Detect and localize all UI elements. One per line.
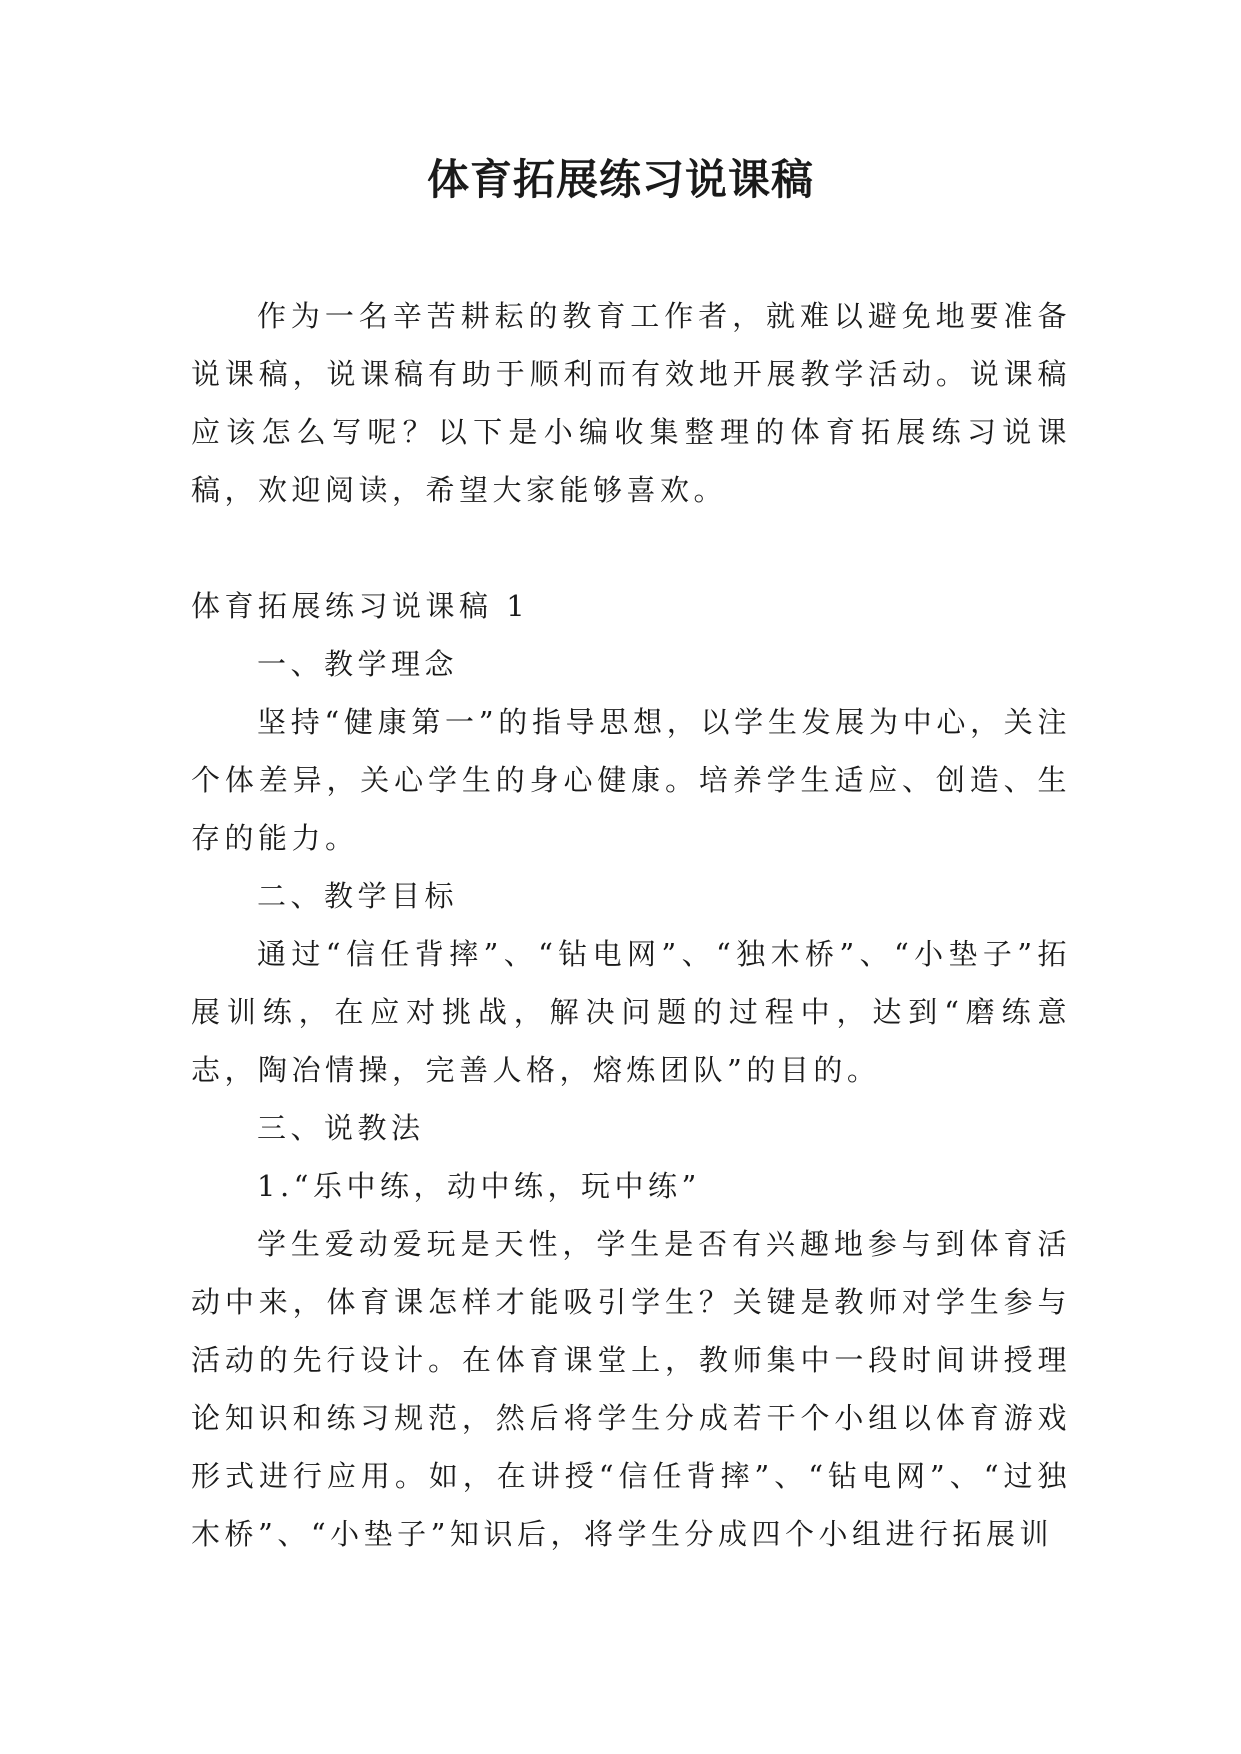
subheading-teaching-philosophy: 一、教学理念 <box>257 647 459 681</box>
section-heading-1: 体育拓展练习说课稿 1 <box>191 589 530 623</box>
subheading-teaching-methods: 三、说教法 <box>257 1111 425 1145</box>
subheading-teaching-goals: 二、教学目标 <box>257 879 459 913</box>
body-paragraph: 坚持“健康第一”的指导思想，以学生发展为中心，关注个体差异，关心学生的身心健康。培养学生适应、创造、生存的能力。 <box>191 705 1071 855</box>
body-paragraph: 通过“信任背摔”、“钻电网”、“独木桥”、“小垫子”拓展训练，在应对挑战，解决问题的过程中，达到“磨练意志，陶冶情操，完善人格，熔炼团队”的目的。 <box>191 937 1071 1087</box>
document-title: 体育拓展练习说课稿 <box>426 155 814 204</box>
intro-paragraph: 作为一名辛苦耕耘的教育工作者，就难以避免地要准备说课稿，说课稿有助于顺利而有效地开展教学活动。说课稿应该怎么写呢？以下是小编收集整理的体育拓展练习说课稿，欢迎阅读，希望大家能够喜欢。 <box>191 299 1071 507</box>
body-paragraph: 学生爱动爱玩是天性，学生是否有兴趣地参与到体育活动中来，体育课怎样才能吸引学生？关键是教师对学生参与活动的先行设计。在体育课堂上，教师集中一段时间讲授理论知识和练习规范，然后将学生分成若干个小组以体育游戏形式进行应用。如，在讲授“信任背摔”、“钻电网”、“过独木桥”、“小垫子”知识后，将学生分成四个小组进行拓展训 <box>191 1227 1071 1551</box>
numbered-subheading: 1.“乐中练，动中练，玩中练” <box>257 1169 701 1203</box>
document-body <box>191 287 1071 1563</box>
